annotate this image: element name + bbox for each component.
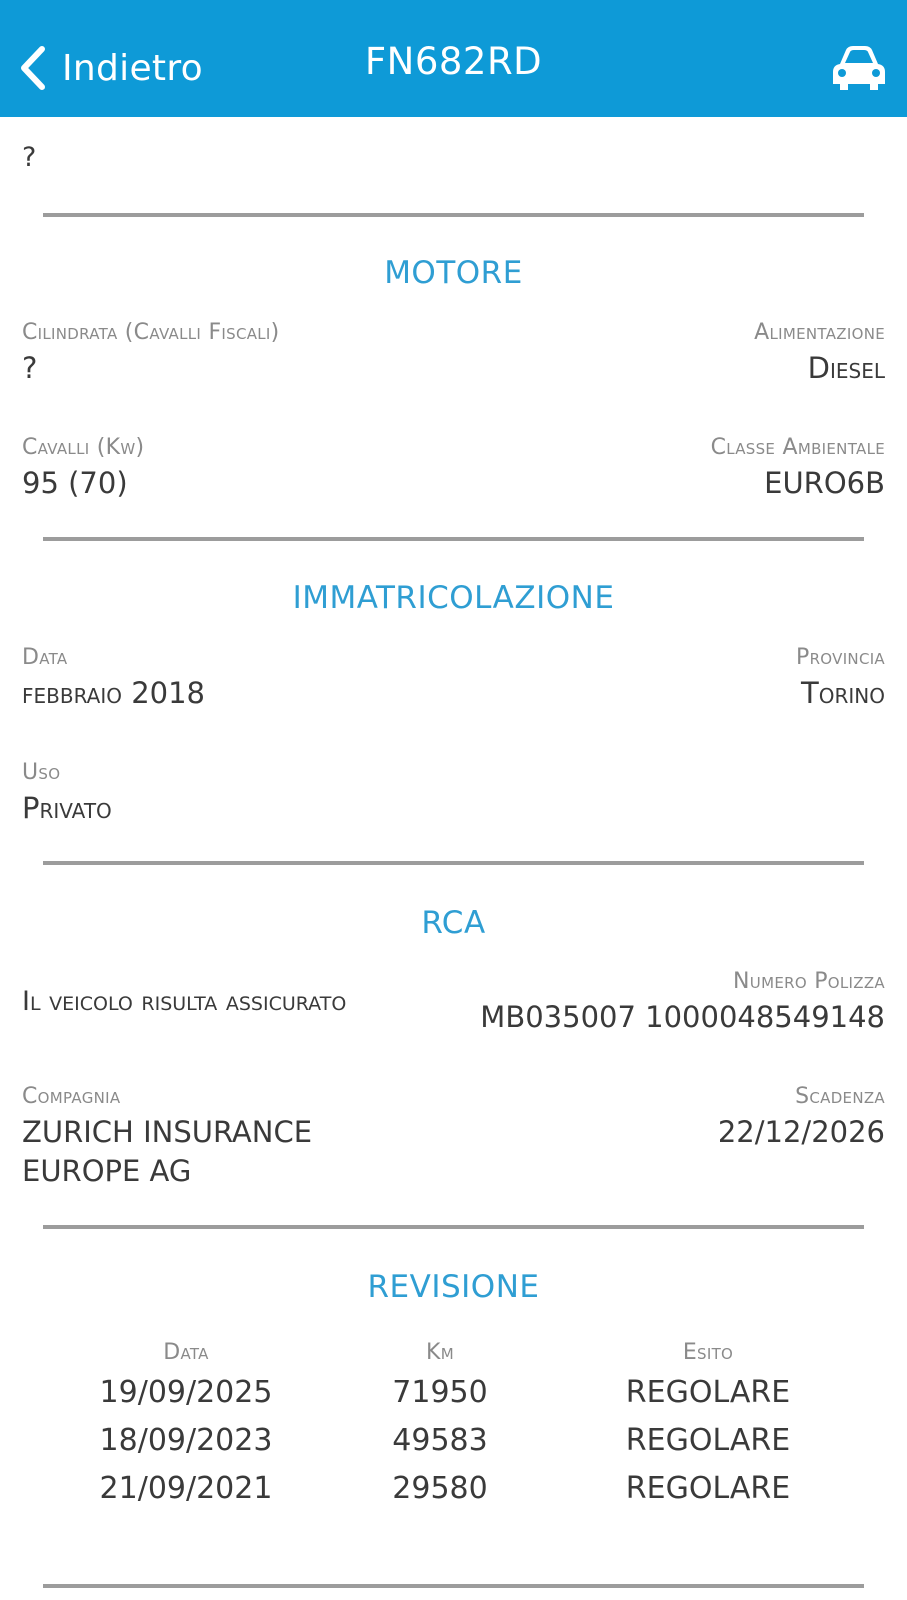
cavalli-label: Cavalli (Kw) — [22, 435, 145, 460]
cilindrata-label: Cilindrata (Cavalli Fiscali) — [22, 320, 280, 345]
divider — [43, 861, 864, 865]
alimentazione-label: Alimentazione — [754, 320, 885, 345]
section-title-revisione: REVISIONE — [367, 1269, 540, 1305]
scadenza-label: Scadenza — [795, 1084, 885, 1109]
revision-esito: REGOLARE — [625, 1375, 791, 1410]
intro-value: ? — [22, 142, 37, 173]
data-value: febbraio 2018 — [22, 676, 206, 710]
numero-polizza-label: Numero Polizza — [733, 969, 885, 994]
column-header-data: Data — [163, 1340, 209, 1365]
revision-date: 18/09/2023 — [99, 1423, 273, 1458]
revision-date: 19/09/2025 — [99, 1375, 273, 1410]
revision-date: 21/09/2021 — [99, 1471, 273, 1506]
classe-ambientale-label: Classe Ambientale — [710, 435, 885, 460]
section-title-motore: MOTORE — [384, 255, 523, 291]
provincia-value: Torino — [801, 676, 885, 710]
column-header-km: Km — [426, 1340, 454, 1365]
classe-ambientale-value: EURO6B — [764, 466, 885, 500]
rca-status: Il veicolo risulta assicurato — [22, 986, 347, 1017]
revision-esito: REGOLARE — [625, 1471, 791, 1506]
divider — [43, 1225, 864, 1229]
divider — [43, 537, 864, 541]
divider — [43, 1584, 864, 1588]
alimentazione-value: Diesel — [807, 351, 885, 385]
revision-km: 49583 — [392, 1423, 488, 1458]
section-title-immatricolazione: IMMATRICOLAZIONE — [292, 580, 615, 616]
scadenza-value: 22/12/2026 — [717, 1115, 885, 1149]
compagnia-value-line1: ZURICH INSURANCE — [22, 1115, 313, 1149]
numero-polizza-value: MB035007 1000048549148 — [480, 1000, 885, 1034]
section-title-rca: RCA — [421, 905, 486, 941]
compagnia-label: Compagnia — [22, 1084, 121, 1109]
column-header-esito: Esito — [682, 1340, 734, 1365]
cilindrata-value: ? — [22, 351, 38, 385]
cavalli-value: 95 (70) — [22, 466, 128, 500]
provincia-label: Provincia — [796, 645, 885, 670]
revision-km: 71950 — [392, 1375, 488, 1410]
compagnia-value-line2: EUROPE AG — [22, 1154, 192, 1188]
back-label: Indietro — [62, 47, 203, 89]
uso-label: Uso — [22, 760, 61, 785]
page-title: FN682RD — [364, 40, 543, 83]
top-bar — [0, 0, 907, 117]
divider — [43, 213, 864, 217]
data-label: Data — [22, 645, 68, 670]
uso-value: Privato — [22, 791, 112, 825]
car-icon[interactable] — [830, 42, 888, 94]
revision-km: 29580 — [392, 1471, 488, 1506]
revision-esito: REGOLARE — [625, 1423, 791, 1458]
